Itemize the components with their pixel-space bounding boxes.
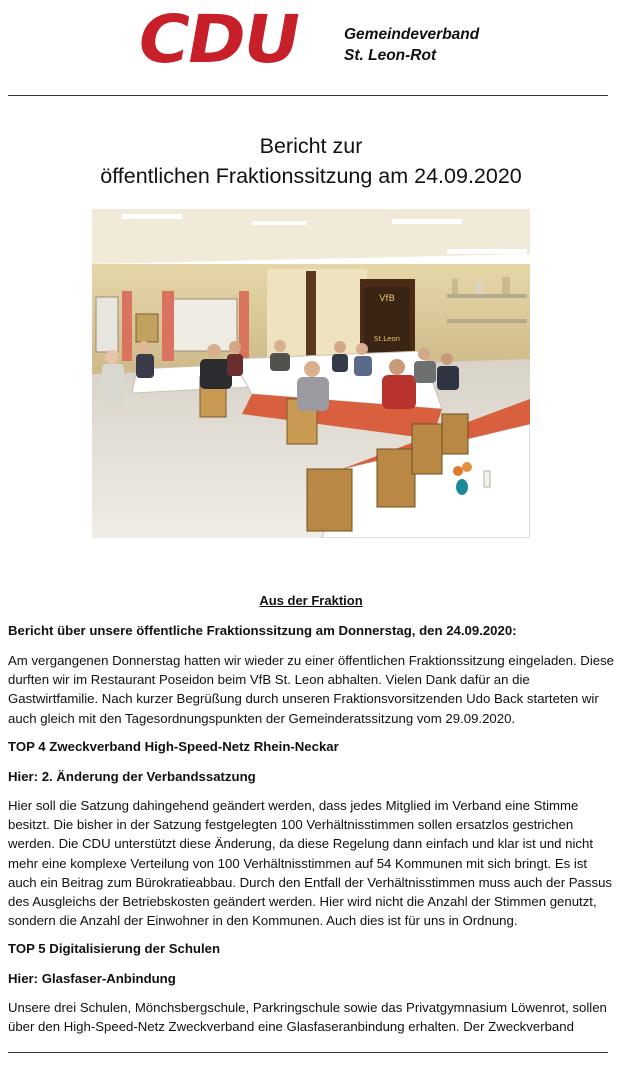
letterhead <box>0 0 622 100</box>
intro-paragraph: Am vergangenen Donnerstag hatten wir wieder zu einer öffentlichen Fraktionssitzung eingeladen. Diese durften wir im Restaurant Poseidon beim VfB St. Leon abhalten. Vielen Dank dafür an die Gastwirtfamilie. Nach kurzer Begrüßung durch unseren Fraktionsvorsitzenden Udo Back starteten wir auch gleich mit den Tagesordnungspunkten der Gemeinderatssitzung vom 29.09.2020. <box>8 653 615 726</box>
banner-text-1: VfB <box>379 294 395 304</box>
meeting-photo <box>92 209 530 538</box>
org-line-1: Gemeindeverband <box>344 26 480 43</box>
cdu-logo: CDU <box>131 1 305 78</box>
top5-paragraph: Unsere drei Schulen, Mönchsbergschule, Parkringschule sowie das Privatgymnasium Löwenrot, sollen über den High-Speed-Netz Zweckverband eine Glasfaseranbindung erhalten. Der Zweckverband <box>8 1000 607 1035</box>
org-line-2: St. Leon-Rot <box>344 47 437 64</box>
footer-divider <box>8 1052 608 1053</box>
section-heading: Aus der Fraktion <box>259 593 363 608</box>
document-title <box>0 131 622 191</box>
top4-paragraph: Hier soll die Satzung dahingehend geändert werden, dass jedes Mitglied im Verband eine Stimme besitzt. Die bisher in der Satzung festgelegten 100 Verhältnisstimmen sollen ersatzlos gestrichen werden. Die CDU unterstützt diese Änderung, da diese Regelung dann einfach und klar ist und nicht mehr eine komplexe Verteilung von 100 Verhältnisstimmen auf 54 Kommunen mit sich bringt. Es ist auch ein Beitrag zum Bürokratieabbau. Durch den Entfall der Verhältnisstimmen muss auch der Passus des Ausgleichs der Betriebskosten geändert werden. Hier wird nicht die Anzahl der Stimmen genutzt, sondern die Anzahl der Einwohner in den Kommunen. Auch dies ist für uns in Ordnung. <box>8 798 613 929</box>
organization-name <box>344 24 479 66</box>
header-divider <box>8 95 608 96</box>
top5-heading: TOP 5 Digitalisierung der Schulen <box>8 941 221 956</box>
top4-subheading: Hier: 2. Änderung der Verbandssatzung <box>8 769 256 784</box>
title-line-1: Bericht zur <box>259 134 363 158</box>
title-line-2: öffentlichen Fraktionssitzung am 24.09.2020 <box>100 164 522 188</box>
banner-text-2: St.Leon <box>373 335 401 343</box>
meeting-photo-illustration <box>92 209 530 538</box>
article-headline: Bericht über unsere öffentliche Fraktionssitzung am Donnerstag, den 24.09.2020: <box>8 623 517 638</box>
top5-subheading: Hier: Glasfaser-Anbindung <box>8 971 176 986</box>
top4-heading: TOP 4 Zweckverband High-Speed-Netz Rhein-Neckar <box>8 739 339 754</box>
